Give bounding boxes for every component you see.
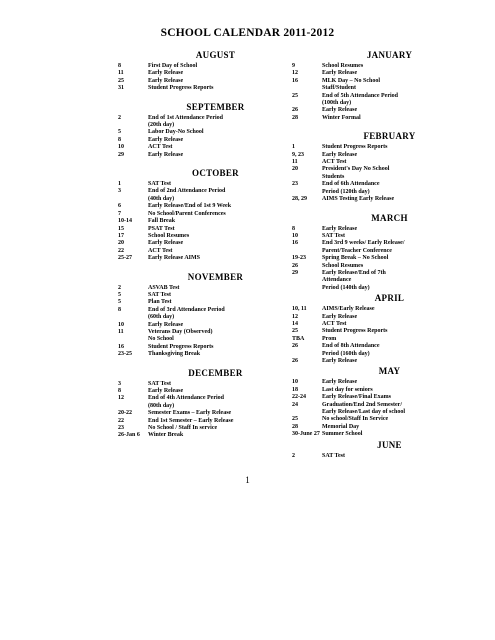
- entry-event: ACT Test: [148, 144, 173, 151]
- entry-event: (40th day): [148, 195, 175, 202]
- entry-date: [292, 277, 322, 284]
- entry-date: 28, 29: [292, 196, 307, 203]
- entry-event: End of 6th Attendance: [322, 181, 380, 188]
- calendar-entry: [292, 431, 487, 438]
- entry-event: Early Release/Final Exams: [322, 394, 391, 401]
- calendar-entry: [292, 277, 487, 284]
- calendar-entry: [292, 85, 487, 92]
- entry-date: [292, 351, 322, 358]
- entry-date: [292, 85, 322, 92]
- entry-event: Graduation/End 2nd Semester/: [322, 401, 403, 408]
- calendar-entry: [118, 78, 313, 85]
- calendar-entry: [118, 403, 313, 410]
- calendar-entry: [292, 270, 487, 277]
- entry-event: End of 5th Attendance Period: [322, 92, 399, 99]
- calendar-entry: [292, 166, 487, 173]
- entry-event: Parent/Teacher Conference: [322, 247, 392, 254]
- entry-event: Summer School: [322, 431, 363, 438]
- entry-date: 26: [292, 262, 298, 269]
- calendar-entry: [118, 188, 313, 195]
- calendar-entry: [292, 144, 487, 151]
- entry-event: No School/Parent Conferences: [148, 210, 226, 217]
- calendar-entry: [292, 402, 487, 409]
- entry-event: SAT Test: [322, 452, 345, 459]
- entry-event: SAT Test: [148, 380, 171, 387]
- entry-date: 22-24: [292, 394, 306, 401]
- entry-event: Early Release: [322, 107, 358, 114]
- calendar-entry: [118, 351, 313, 358]
- calendar-entry: [292, 255, 487, 262]
- entry-event: End of 4th Attendance Period: [148, 395, 225, 402]
- entry-event: End of 3rd Attendance Period: [148, 306, 225, 313]
- entry-date: 29: [292, 269, 298, 276]
- month-heading-may: MAY: [378, 366, 401, 377]
- calendar-entry: [292, 321, 487, 328]
- entry-event: End of 1st Attendance Period: [148, 114, 223, 121]
- entry-date: [118, 336, 148, 343]
- calendar-entry: [292, 248, 487, 255]
- entry-event: Spring Break – No School: [322, 255, 389, 262]
- entry-event: Period (140th day): [322, 284, 370, 291]
- calendar-entry: [118, 240, 313, 247]
- entry-event: School Resumes: [322, 262, 364, 269]
- entry-date: 2: [118, 284, 121, 291]
- calendar-entry: [292, 285, 487, 292]
- calendar-entry: [118, 322, 313, 329]
- calendar-entry: [292, 159, 487, 166]
- entry-date: 25: [118, 77, 124, 84]
- entry-date: 10: [292, 232, 298, 239]
- calendar-entry: [292, 100, 487, 107]
- entry-date: 25: [292, 416, 298, 423]
- entry-date: 20: [118, 240, 124, 247]
- entry-date: 23: [118, 425, 124, 432]
- entry-date: 9: [292, 63, 295, 69]
- entry-date: 1: [292, 144, 295, 151]
- month-heading-april: APRIL: [374, 293, 405, 304]
- calendar-entry: [292, 174, 487, 181]
- calendar-entry: [118, 410, 313, 417]
- entry-date: [118, 122, 148, 129]
- entry-event: Memorial Day: [322, 423, 360, 430]
- entry-date: 3: [118, 188, 121, 195]
- entry-date: 20: [292, 166, 298, 173]
- calendar-entry: [118, 418, 313, 425]
- entry-event: Early Release: [148, 151, 184, 158]
- calendar-entry: [118, 388, 313, 395]
- calendar-entry: [292, 233, 487, 240]
- calendar-entry: [118, 285, 313, 292]
- calendar-entry: [118, 432, 313, 439]
- month-heading-march: MARCH: [371, 212, 408, 223]
- entry-event: Early Release: [322, 313, 358, 320]
- entry-event: ACT Test: [322, 159, 347, 166]
- calendar-column-left: [118, 50, 313, 440]
- calendar-entry: [118, 115, 313, 122]
- entry-date: 26: [292, 358, 298, 364]
- calendar-entry: [118, 129, 313, 136]
- entry-date: 12: [292, 313, 298, 320]
- calendar-entry: [118, 122, 313, 129]
- calendar-entry: [118, 395, 313, 402]
- entry-event: SAT Test: [322, 232, 345, 239]
- month-heading-august: AUGUST: [195, 50, 236, 60]
- entry-date: 28: [292, 423, 298, 430]
- calendar-entry: [292, 152, 487, 159]
- entry-event: Student Progress Reports: [148, 85, 214, 92]
- entry-date: 23-25: [118, 351, 132, 358]
- entry-date: 10-14: [118, 218, 132, 225]
- calendar-entry: [292, 409, 487, 416]
- calendar-column-right: [292, 50, 487, 460]
- calendar-entry: [118, 144, 313, 151]
- entry-event: President's Day No School: [322, 166, 390, 173]
- entry-event: Student Progress Reports: [148, 343, 214, 350]
- entry-date: [292, 409, 322, 416]
- calendar-entry: [292, 93, 487, 100]
- entry-date: 29: [118, 151, 124, 158]
- entry-event: Early Release: [148, 77, 184, 84]
- entry-event: Early Release: [322, 225, 358, 232]
- entry-date: 17: [118, 232, 124, 239]
- entry-date: [292, 189, 322, 196]
- entry-event: Early Release: [322, 70, 358, 77]
- entry-date: 2: [292, 452, 295, 459]
- calendar-entry: [292, 306, 487, 313]
- entry-date: [292, 174, 322, 181]
- entry-event: PSAT Test: [148, 225, 175, 232]
- entry-date: 14: [292, 320, 298, 327]
- calendar-entry: [118, 181, 313, 188]
- entry-event: SAT Test: [148, 291, 171, 298]
- calendar-entry: [292, 196, 487, 203]
- entry-date: 18: [292, 386, 298, 393]
- entry-date: 10: [118, 321, 124, 328]
- entry-event: ACT Test: [148, 247, 173, 254]
- calendar-entry: [118, 196, 313, 203]
- entry-date: 26: [292, 107, 298, 114]
- entry-event: Veterans Day (Observed): [148, 328, 213, 335]
- calendar-entry: [292, 416, 487, 423]
- entry-date: 23: [292, 181, 298, 188]
- entry-event: Fall Break: [148, 218, 176, 225]
- entry-date: 8: [118, 63, 121, 69]
- entry-event: Last day for seniors: [322, 386, 373, 393]
- entry-event: Early Release: [148, 321, 184, 328]
- entry-date: [292, 248, 322, 255]
- entry-date: 12: [118, 395, 124, 402]
- entry-event: (60th day): [148, 314, 175, 321]
- entry-event: Prom: [322, 335, 337, 342]
- entry-date: 28: [292, 114, 298, 121]
- entry-date: 10: [292, 379, 298, 386]
- entry-event: End of 8th Attendance: [322, 343, 380, 350]
- entry-date: 8: [118, 388, 121, 394]
- calendar-entry: [292, 240, 487, 247]
- entry-date: 10, 11: [292, 306, 307, 313]
- entry-event: Period (120th day): [322, 188, 370, 195]
- entry-date: 30-June 27: [292, 431, 320, 438]
- calendar-entry: [118, 85, 313, 92]
- calendar-entry: [292, 189, 487, 196]
- calendar-entry: [292, 314, 487, 321]
- entry-date: 25: [292, 92, 298, 99]
- calendar-entry: [118, 329, 313, 336]
- entry-date: 8: [118, 306, 121, 313]
- entry-date: 16: [118, 343, 124, 350]
- entry-event: Student Progress Reports: [322, 144, 388, 151]
- calendar-entry: [292, 379, 487, 386]
- calendar-entry: [292, 343, 487, 350]
- entry-date: 22: [118, 247, 124, 254]
- entry-event: Winter Break: [148, 432, 184, 439]
- entry-date: 10: [118, 144, 124, 151]
- month-heading-october: OCTOBER: [192, 168, 239, 179]
- entry-event: (100th day): [322, 100, 352, 107]
- calendar-entry: [292, 394, 487, 401]
- entry-date: [292, 285, 322, 292]
- entry-event: Early Release/End of 1st 9 Week: [148, 203, 232, 210]
- entry-event: Early Release AIMS: [148, 255, 200, 262]
- calendar-entry: [292, 70, 487, 77]
- calendar-entry: [292, 107, 487, 114]
- entry-event: Attendance: [322, 277, 352, 284]
- month-heading-january: JANUARY: [366, 50, 413, 60]
- entry-date: 26-Jan 6: [118, 432, 140, 439]
- entry-event: (80th day): [148, 402, 175, 409]
- calendar-entry: [118, 70, 313, 77]
- entry-event: Early Release: [148, 70, 184, 77]
- entry-date: 5: [118, 129, 121, 136]
- entry-event: Staff/Student: [322, 85, 357, 92]
- calendar-entry: [292, 336, 487, 343]
- entry-date: TBA: [292, 335, 305, 342]
- entry-event: End of 2nd Attendance Period: [148, 188, 226, 195]
- entry-date: 25: [292, 328, 298, 335]
- entry-date: 19-23: [292, 255, 306, 262]
- calendar-entry: [118, 218, 313, 225]
- entry-date: 24: [292, 401, 298, 408]
- entry-event: Winter Formal: [322, 114, 361, 121]
- calendar-entry: [118, 152, 313, 159]
- entry-date: 11: [118, 70, 124, 77]
- entry-event: (20th day): [148, 122, 175, 129]
- entry-date: 15: [118, 225, 124, 232]
- entry-event: MLK Day – No School: [322, 77, 381, 84]
- calendar-entry: [292, 358, 487, 365]
- entry-date: [118, 314, 148, 321]
- entry-event: Semester Exams – Early Release: [148, 410, 232, 417]
- entry-date: 20-22: [118, 410, 132, 417]
- entry-date: 11: [292, 159, 298, 166]
- entry-event: ASVAB Test: [148, 284, 180, 291]
- entry-event: Early Release: [148, 136, 184, 143]
- calendar-entry: [292, 387, 487, 394]
- entry-date: 8: [118, 136, 121, 143]
- entry-date: 5: [118, 299, 121, 306]
- entry-event: Early Release: [322, 358, 358, 364]
- entry-event: Period (160th day): [322, 350, 370, 357]
- calendar-entry: [118, 336, 313, 343]
- calendar-entry: [292, 78, 487, 85]
- calendar-entry: [292, 63, 487, 70]
- entry-date: 6: [118, 203, 121, 210]
- entry-date: 2: [118, 114, 121, 121]
- calendar-entry: [118, 211, 313, 218]
- entry-event: Plan Test: [148, 299, 172, 306]
- page-number: 1: [245, 475, 250, 485]
- entry-date: [118, 196, 148, 203]
- entry-date: 31: [118, 85, 124, 92]
- month-heading-december: DECEMBER: [188, 367, 243, 378]
- entry-date: [118, 403, 148, 410]
- entry-date: 26: [292, 343, 298, 350]
- entry-event: Labor Day-No School: [148, 129, 204, 136]
- calendar-entry: [292, 263, 487, 270]
- entry-event: AIMS/Early Release: [322, 306, 375, 313]
- calendar-entry: [118, 226, 313, 233]
- entry-date: 25-27: [118, 255, 132, 262]
- entry-event: End 1st Semester – Early Release: [148, 417, 234, 424]
- entry-date: 1: [118, 181, 121, 188]
- entry-date: 3: [118, 380, 121, 387]
- calendar-entry: [292, 115, 487, 122]
- calendar-entry: [118, 292, 313, 299]
- calendar-entry: [292, 181, 487, 188]
- entry-event: School Resumes: [322, 63, 364, 69]
- calendar-entry: [118, 299, 313, 306]
- month-heading-november: NOVEMBER: [187, 271, 244, 282]
- page-title: SCHOOL CALENDAR 2011-2012: [160, 27, 335, 39]
- calendar-entry: [292, 328, 487, 335]
- entry-event: Early Release: [322, 379, 358, 386]
- entry-date: 22: [118, 417, 124, 424]
- entry-event: SAT Test: [148, 181, 171, 188]
- month-heading-february: FEBRUARY: [363, 131, 416, 142]
- entry-event: Early Release: [148, 240, 184, 247]
- calendar-entry: [292, 453, 487, 460]
- entry-event: Student Progress Reports: [322, 328, 388, 335]
- calendar-entry: [118, 203, 313, 210]
- entry-date: 8: [292, 225, 295, 232]
- calendar-entry: [118, 63, 313, 70]
- entry-date: 16: [292, 77, 298, 84]
- entry-event: No school/Staff In Service: [322, 416, 389, 423]
- entry-event: School Resumes: [148, 232, 190, 239]
- entry-date: 5: [118, 291, 121, 298]
- entry-date: 11: [118, 328, 124, 335]
- entry-date: [292, 100, 322, 107]
- entry-event: ACT Test: [322, 320, 347, 327]
- calendar-entry: [118, 344, 313, 351]
- entry-event: Thanksgiving Break: [148, 351, 201, 358]
- calendar-entry: [118, 425, 313, 432]
- entry-date: 9, 23: [292, 151, 304, 158]
- entry-date: 12: [292, 70, 298, 77]
- calendar-entry: [118, 233, 313, 240]
- calendar-entry: [118, 137, 313, 144]
- entry-event: No School: [148, 336, 174, 343]
- entry-event: Students: [322, 173, 345, 180]
- entry-event: AIMS Testing Early Release: [322, 196, 395, 203]
- entry-date: 16: [292, 240, 298, 247]
- calendar-entry: [292, 424, 487, 431]
- month-heading-june: JUNE: [377, 439, 402, 450]
- calendar-entry: [292, 351, 487, 358]
- entry-event: No School / Staff In service: [148, 425, 218, 432]
- entry-event: Early Release/End of 7th: [322, 269, 386, 276]
- entry-event: End 3rd 9 weeks/ Early Release/: [322, 240, 405, 247]
- entry-event: Early Release/Last day of school: [322, 409, 405, 416]
- calendar-entry: [118, 248, 313, 255]
- calendar-entry: [118, 381, 313, 388]
- entry-date: 7: [118, 210, 121, 217]
- calendar-entry: [292, 226, 487, 233]
- month-heading-september: SEPTEMBER: [186, 101, 245, 112]
- entry-event: Early Release: [148, 388, 184, 394]
- calendar-entry: [118, 314, 313, 321]
- calendar-entry: [118, 255, 313, 262]
- entry-event: First Day of School: [148, 63, 198, 69]
- entry-event: Early Release: [322, 151, 358, 158]
